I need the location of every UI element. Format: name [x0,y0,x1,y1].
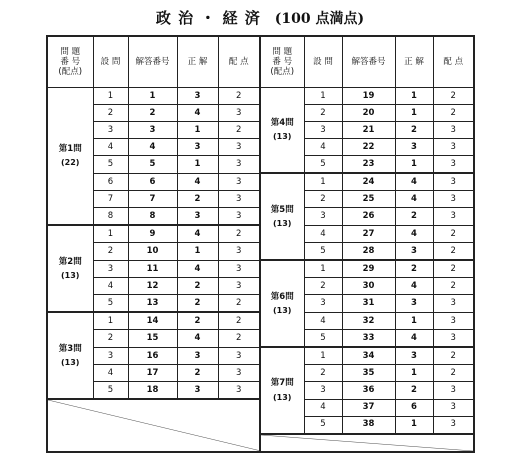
right-group-label-1 [260,88,304,174]
right-cell-setsumon: 4 [304,312,342,330]
left-cell-haiten: 2 [218,122,260,139]
right-cell-seikai: 3 [395,347,433,365]
left-cell-kaitou-bangou: 12 [128,278,177,295]
left-cell-seikai: 2 [177,365,218,382]
right-cell-seikai: 3 [395,243,433,261]
answer-table-body [47,88,474,452]
right-cell-haiten: 3 [433,139,474,156]
right-cell-setsumon: 1 [304,173,342,191]
left-cell-seikai: 3 [177,88,218,105]
question-group-name: 第7問 [270,378,294,389]
right-cell-setsumon: 1 [304,347,342,365]
left-cell-setsumon: 3 [93,122,128,139]
left-cell-haiten: 3 [218,243,260,261]
left-cell-setsumon: 3 [93,347,128,365]
right-cell-kaitou-bangou: 33 [342,330,395,348]
right-cell-kaitou-bangou: 26 [342,208,395,226]
left-cell-kaitou-bangou: 10 [128,243,177,261]
left-cell-kaitou-bangou: 14 [128,312,177,330]
right-cell-seikai: 4 [395,191,433,208]
left-cell-kaitou-bangou: 13 [128,295,177,313]
left-cell-setsumon: 5 [93,295,128,313]
right-cell-kaitou-bangou: 19 [342,88,395,105]
right-cell-seikai: 4 [395,225,433,243]
header-answer-number-right: 解答番号 [342,36,395,88]
left-cell-kaitou-bangou: 5 [128,156,177,174]
left-blank-cell [47,399,260,452]
left-cell-kaitou-bangou: 11 [128,260,177,278]
left-cell-seikai: 1 [177,243,218,261]
left-cell-seikai: 4 [177,330,218,348]
left-cell-seikai: 2 [177,295,218,313]
right-cell-seikai: 4 [395,278,433,295]
table-row [47,173,474,191]
left-cell-setsumon: 4 [93,139,128,156]
right-cell-haiten: 3 [433,312,474,330]
right-cell-haiten: 3 [433,173,474,191]
right-cell-seikai: 1 [395,312,433,330]
left-cell-setsumon: 2 [93,105,128,122]
left-cell-haiten: 3 [218,191,260,208]
right-cell-haiten: 3 [433,382,474,400]
right-cell-haiten: 3 [433,399,474,416]
left-cell-seikai: 1 [177,122,218,139]
left-cell-setsumon: 2 [93,330,128,348]
right-cell-setsumon: 3 [304,208,342,226]
right-cell-haiten: 3 [433,156,474,174]
question-group-points: (13) [273,392,292,402]
left-cell-setsumon: 4 [93,365,128,382]
right-cell-seikai: 3 [395,295,433,313]
page-title [0,7,520,28]
right-cell-kaitou-bangou: 29 [342,260,395,278]
right-group-label-4 [260,347,304,434]
left-cell-setsumon: 8 [93,208,128,226]
right-cell-kaitou-bangou: 32 [342,312,395,330]
right-cell-kaitou-bangou: 23 [342,156,395,174]
left-cell-setsumon: 3 [93,260,128,278]
right-cell-seikai: 2 [395,208,433,226]
left-cell-seikai: 3 [177,208,218,226]
left-cell-haiten: 3 [218,278,260,295]
right-cell-kaitou-bangou: 24 [342,173,395,191]
question-group-name: 第4問 [270,118,294,129]
left-cell-kaitou-bangou: 18 [128,382,177,400]
right-cell-setsumon: 2 [304,278,342,295]
right-cell-kaitou-bangou: 36 [342,382,395,400]
header-setsumon-right: 設 問 [304,36,342,88]
left-cell-seikai: 4 [177,225,218,243]
right-cell-setsumon: 2 [304,191,342,208]
left-cell-haiten: 3 [218,156,260,174]
right-cell-setsumon: 4 [304,399,342,416]
right-cell-haiten: 2 [433,260,474,278]
left-cell-kaitou-bangou: 2 [128,105,177,122]
left-cell-kaitou-bangou: 6 [128,173,177,191]
right-cell-haiten: 3 [433,416,474,434]
right-cell-kaitou-bangou: 21 [342,122,395,139]
left-cell-haiten: 2 [218,225,260,243]
right-cell-haiten: 2 [433,347,474,365]
right-cell-haiten: 3 [433,330,474,348]
right-cell-kaitou-bangou: 25 [342,191,395,208]
right-cell-kaitou-bangou: 38 [342,416,395,434]
left-cell-setsumon: 1 [93,312,128,330]
answer-table [46,35,475,453]
right-cell-haiten: 3 [433,208,474,226]
left-cell-seikai: 4 [177,173,218,191]
left-cell-kaitou-bangou: 7 [128,191,177,208]
left-cell-haiten: 2 [218,312,260,330]
left-cell-haiten: 3 [218,347,260,365]
right-cell-seikai: 1 [395,416,433,434]
right-cell-seikai: 4 [395,173,433,191]
left-cell-haiten: 3 [218,173,260,191]
right-cell-haiten: 2 [433,243,474,261]
right-cell-kaitou-bangou: 20 [342,105,395,122]
right-cell-setsumon: 3 [304,295,342,313]
right-cell-haiten: 3 [433,191,474,208]
left-cell-setsumon: 6 [93,173,128,191]
right-cell-kaitou-bangou: 27 [342,225,395,243]
left-cell-seikai: 3 [177,139,218,156]
right-cell-kaitou-bangou: 37 [342,399,395,416]
left-cell-kaitou-bangou: 1 [128,88,177,105]
question-group-name: 第1問 [58,144,82,155]
header-correct-left: 正 解 [177,36,218,88]
left-cell-haiten: 3 [218,382,260,400]
right-group-label-3 [260,260,304,347]
right-cell-setsumon: 1 [304,260,342,278]
question-group-points: (13) [273,218,292,228]
right-cell-setsumon: 3 [304,122,342,139]
right-cell-seikai: 1 [395,365,433,382]
right-cell-kaitou-bangou: 35 [342,365,395,382]
left-cell-haiten: 3 [218,208,260,226]
table-row [47,88,474,105]
left-cell-seikai: 2 [177,312,218,330]
right-cell-setsumon: 5 [304,416,342,434]
left-cell-haiten: 3 [218,139,260,156]
right-cell-kaitou-bangou: 30 [342,278,395,295]
left-cell-setsumon: 4 [93,278,128,295]
question-group-points: (13) [61,357,80,367]
left-cell-kaitou-bangou: 17 [128,365,177,382]
right-cell-setsumon: 1 [304,88,342,105]
right-cell-seikai: 1 [395,88,433,105]
left-cell-kaitou-bangou: 3 [128,122,177,139]
question-group-name: 第5問 [270,204,294,215]
right-cell-setsumon: 4 [304,139,342,156]
left-cell-haiten: 2 [218,88,260,105]
left-group-label-1 [47,88,93,226]
right-cell-seikai: 4 [395,330,433,348]
left-cell-haiten: 3 [218,365,260,382]
left-cell-kaitou-bangou: 15 [128,330,177,348]
right-cell-seikai: 2 [395,122,433,139]
left-cell-seikai: 2 [177,191,218,208]
right-cell-kaitou-bangou: 34 [342,347,395,365]
left-group-label-2 [47,225,93,312]
question-group-points: (13) [273,305,292,315]
left-cell-haiten: 3 [218,260,260,278]
left-cell-setsumon: 5 [93,382,128,400]
table-row [47,260,474,278]
right-cell-setsumon: 3 [304,382,342,400]
header-setsumon-left: 設 問 [93,36,128,88]
left-cell-haiten: 2 [218,295,260,313]
right-cell-kaitou-bangou: 31 [342,295,395,313]
left-cell-setsumon: 2 [93,243,128,261]
right-cell-kaitou-bangou: 22 [342,139,395,156]
title-sub: (100 点満点) [274,11,365,27]
right-cell-seikai: 3 [395,139,433,156]
left-cell-setsumon: 5 [93,156,128,174]
question-group-name: 第6問 [270,291,294,302]
right-cell-haiten: 2 [433,105,474,122]
right-cell-seikai: 1 [395,105,433,122]
right-cell-haiten: 3 [433,122,474,139]
left-cell-seikai: 3 [177,347,218,365]
right-cell-seikai: 1 [395,156,433,174]
right-cell-seikai: 2 [395,382,433,400]
right-cell-haiten: 2 [433,88,474,105]
table-row [47,347,474,365]
left-cell-haiten: 2 [218,330,260,348]
right-cell-haiten: 2 [433,365,474,382]
header-answer-number-left: 解答番号 [128,36,177,88]
left-cell-seikai: 4 [177,105,218,122]
left-cell-setsumon: 7 [93,191,128,208]
right-cell-seikai: 6 [395,399,433,416]
question-group-points: (13) [61,270,80,280]
left-cell-kaitou-bangou: 9 [128,225,177,243]
question-group-points: (22) [61,158,80,168]
left-cell-seikai: 2 [177,278,218,295]
right-cell-setsumon: 2 [304,105,342,122]
right-cell-haiten: 3 [433,295,474,313]
left-cell-haiten: 3 [218,105,260,122]
left-cell-setsumon: 1 [93,88,128,105]
header-row [47,36,474,88]
right-cell-setsumon: 4 [304,225,342,243]
right-cell-haiten: 2 [433,278,474,295]
left-cell-kaitou-bangou: 4 [128,139,177,156]
header-points-left: 配 点 [218,36,260,88]
right-group-label-2 [260,173,304,260]
right-cell-setsumon: 5 [304,156,342,174]
right-cell-seikai: 2 [395,260,433,278]
right-cell-setsumon: 5 [304,330,342,348]
header-points-right: 配 点 [433,36,474,88]
header-question-number-right: 問 題 番 号 (配点) [260,36,304,88]
left-group-label-3 [47,312,93,399]
header-question-number-left: 問 題 番 号 (配点) [47,36,93,88]
left-cell-seikai: 1 [177,156,218,174]
header-correct-right: 正 解 [395,36,433,88]
right-cell-setsumon: 2 [304,365,342,382]
question-group-name: 第2問 [58,256,82,267]
right-cell-haiten: 2 [433,225,474,243]
left-cell-setsumon: 1 [93,225,128,243]
left-cell-seikai: 4 [177,260,218,278]
title-main: 政 治 ・ 経 済 [155,9,261,27]
right-cell-kaitou-bangou: 28 [342,243,395,261]
right-cell-setsumon: 5 [304,243,342,261]
left-cell-seikai: 3 [177,382,218,400]
left-cell-kaitou-bangou: 8 [128,208,177,226]
question-group-points: (13) [273,132,292,142]
left-cell-kaitou-bangou: 16 [128,347,177,365]
question-group-name: 第3問 [58,343,82,354]
